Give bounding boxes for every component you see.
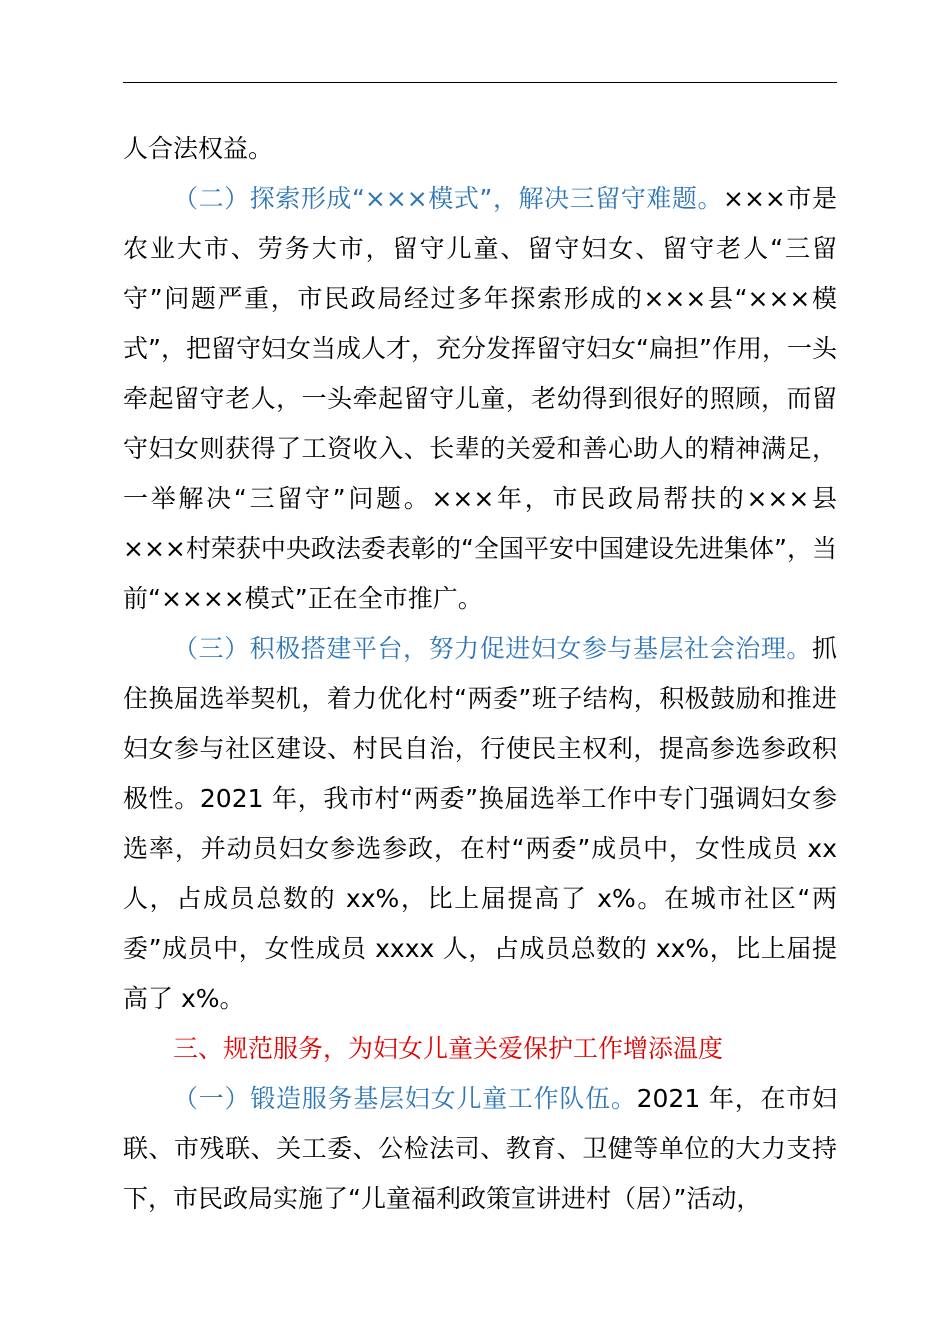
paragraph-text: 抓住换届选举契机，着力优化村“两委”班子结构，积极鼓励和推进妇女参与社区建设、村民自治，行使民主权利，提高参选参政积极性。2021 年，我市村“两委”换届选举工作中专门强调妇女参选率，并动员妇女参选参政，在村“两委”成员中，女性成员 xx 人，占成员总数的 xx%，比上届提高了 x%。在城市社区“两委”成员中，女性成员 xxxx 人，占成员总数的 xx%，比上届提高了 x%。 bbox=[123, 634, 837, 1013]
section-heading-three: 三、规范服务，为妇女儿童关爱保护工作增添温度 bbox=[173, 1034, 724, 1063]
paragraph-left-behind-model bbox=[123, 174, 837, 624]
subheading-build-platform: （三）积极搭建平台，努力促进妇女参与基层社会治理。 bbox=[173, 634, 812, 663]
header-rule bbox=[123, 82, 837, 83]
subheading-explore-model: （二）探索形成“×××模式”，解决三留守难题。 bbox=[173, 184, 724, 213]
section-heading-paragraph bbox=[123, 1024, 837, 1074]
document-body bbox=[123, 124, 837, 1224]
paragraph-workforce bbox=[123, 1074, 837, 1224]
paragraph-platform bbox=[123, 624, 837, 1024]
subheading-workforce: （一）锻造服务基层妇女儿童工作队伍。 bbox=[173, 1084, 637, 1113]
paragraph-text: ×××市是农业大市、劳务大市，留守儿童、留守妇女、留守老人“三留守”问题严重，市民政局经过多年探索形成的×××县“×××模式”，把留守妇女当成人才，充分发挥留守妇女“扁担”作用，一头牵起留守老人，一头牵起留守儿童，老幼得到很好的照顾，而留守妇女则获得了工资收入、长辈的关爱和善心助人的精神满足，一举解决“三留守”问题。×××年，市民政局帮扶的×××县×××村荣获中央政法委表彰的“全国平安中国建设先进集体”，当前“××××模式”正在全市推广。 bbox=[123, 184, 838, 613]
paragraph-text: 人合法权益。 bbox=[123, 134, 274, 163]
paragraph-text: 2021 年，在市妇联、市残联、关工委、公检法司、教育、卫健等单位的大力支持下，市民政局实施了“儿童福利政策宣讲进村（居）”活动， bbox=[123, 1084, 837, 1213]
paragraph-continuation bbox=[123, 124, 837, 174]
